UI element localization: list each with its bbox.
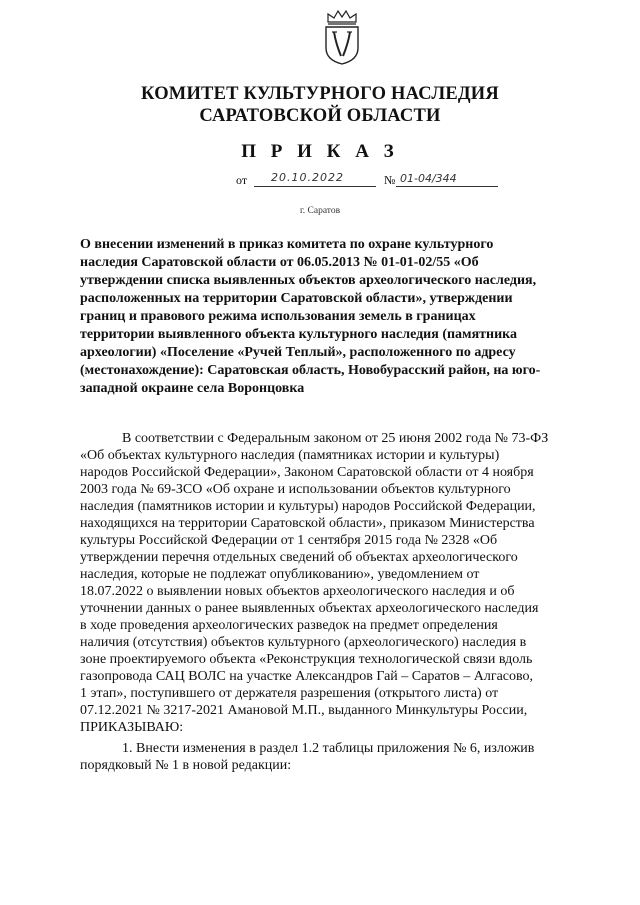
body-line: В соответствии с Федеральным законом от 25 июня 2002 года № 73-ФЗ [122, 431, 549, 446]
body-line: уточнении данных о ранее выявленных объектах археологического наследия [80, 601, 539, 616]
number-prefix: № [384, 173, 396, 187]
document-type: П Р И К А З [241, 141, 399, 162]
body-line: находящихся на территории Саратовской области», приказом Министерства [80, 516, 535, 531]
body-line: наследия, которые не подлежат опубликованию», уведомлением от [80, 567, 480, 582]
title-line: наследия Саратовской области от 06.05.2013 № 01-01-02/55 «Об [80, 255, 479, 270]
body-line: наличия (отсутствия) объектов культурного (археологического) наследия в [80, 635, 527, 650]
body-line: 07.12.2021 № 3217-2021 Амановой М.П., выданного Минкультуры России, [80, 703, 528, 718]
body-line: наследия (памятников истории и культуры) народов Российской Федерации, [80, 499, 536, 514]
title-line: археологии) «Поселение «Ручей Теплый», расположенного по адресу [80, 345, 516, 360]
body-line: народов Российской Федерации», Законом Саратовской области от 4 ноября [80, 465, 534, 480]
date-underline [254, 186, 376, 187]
organization-name-line2: САРАТОВСКОЙ ОБЛАСТИ [199, 106, 441, 126]
coat-of-arms-icon [320, 8, 364, 66]
body-line: 1 этап», поступившего от держателя разрешения (открытого листа) от [80, 686, 499, 701]
title-line: территории выявленного объекта культурного наследия (памятника [80, 327, 518, 342]
body-line: газопровода САЦ ВОЛС на участке Александров Гай – Саратов – Алгасово, [80, 669, 534, 684]
body-line: зоне проектируемого объекта «Реконструкция технологической связи вдоль [80, 652, 533, 667]
date-prefix: от [236, 173, 248, 187]
organization-name-line1: КОМИТЕТ КУЛЬТУРНОГО НАСЛЕДИЯ [141, 84, 499, 104]
title-line: утверждении списка выявленных объектов археологического наследия, [80, 273, 537, 288]
title-line: расположенных на территории Саратовской области», утверждении [80, 291, 513, 306]
body-line: 1. Внести изменения в раздел 1.2 таблицы приложения № 6, изложив [122, 741, 535, 756]
body-line: культуры Российской Федерации от 1 сентября 2015 года № 2328 «Об [80, 533, 498, 548]
body-line: 18.07.2022 о выявлении новых объектов археологического наследия и об [80, 584, 515, 599]
city-label: г. Саратов [299, 206, 341, 216]
title-line: границ и правового режима использования земель в границах [80, 309, 476, 324]
body-line: порядковый № 1 в новой редакции: [80, 758, 292, 773]
title-line: западной окраине села Воронцовка [80, 381, 305, 396]
body-line: 2003 года № 69-ЗСО «Об охране и использовании объектов культурного [80, 482, 511, 497]
number-underline [396, 186, 498, 187]
order-keyword: ПРИКАЗЫВАЮ: [80, 720, 184, 735]
body-line: в ходе проведения археологических разведок на предмет определения [80, 618, 498, 633]
handwritten-date: 20.10.2022 [271, 171, 344, 184]
handwritten-number: 01-04/344 [400, 172, 457, 185]
title-line: (местонахождение): Саратовская область, Новобурасский район, на юго- [80, 363, 541, 378]
body-line: утверждении перечня отдельных сведений об объектах археологического [80, 550, 518, 565]
body-line: «Об объектах культурного наследия (памятниках истории и культуры) [80, 448, 500, 463]
title-line: О внесении изменений в приказ комитета по охране культурного [80, 237, 494, 252]
